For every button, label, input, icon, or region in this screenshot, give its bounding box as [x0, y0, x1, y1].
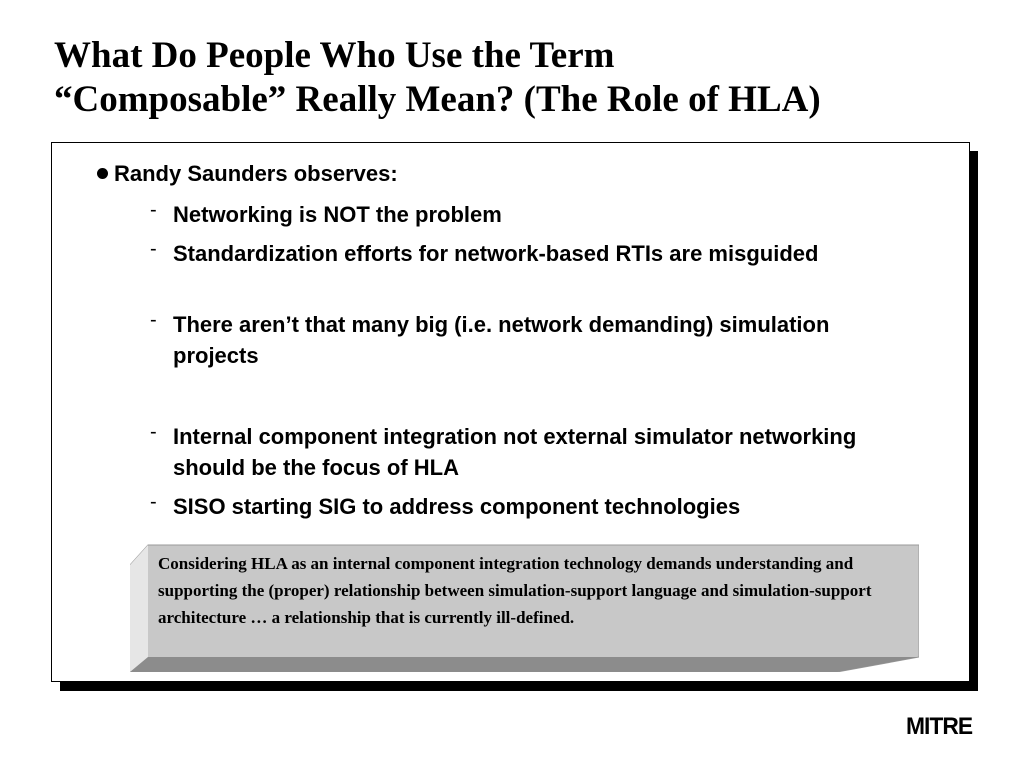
bullet-dot-icon	[97, 168, 108, 179]
sub-bullet-text: Networking is NOT the problem	[173, 202, 502, 227]
dash-icon: -	[150, 199, 157, 221]
sub-bullet	[150, 491, 910, 522]
callout-text: Considering HLA as an internal component integration technology demands understanding and supporting the (proper) relationship between simulation-support language and simulation-support architecture … a relationship that is currently ill-defined.	[158, 554, 872, 627]
sub-bullet	[150, 421, 910, 483]
slide-title-line-2: “Composable” Really Mean? (The Role of HLA)	[54, 79, 821, 120]
dash-icon: -	[150, 491, 157, 513]
slide-title	[54, 34, 994, 122]
sub-bullet-text: Standardization efforts for network-based RTIs are misguided	[173, 241, 819, 266]
slide-title-line-1: What Do People Who Use the Term	[54, 35, 615, 76]
sub-bullet	[150, 238, 910, 269]
sub-bullet-text: There aren’t that many big (i.e. network demanding) simulation projects	[173, 312, 830, 368]
sub-bullet	[150, 199, 910, 230]
sub-bullet	[150, 309, 910, 371]
main-bullet	[97, 159, 398, 189]
dash-icon: -	[150, 309, 157, 331]
dash-icon: -	[150, 421, 157, 443]
mitre-logo: MITRE	[906, 713, 973, 740]
dash-icon: -	[150, 238, 157, 260]
sub-bullet-text: Internal component integration not external simulator networking should be the focus of HLA	[173, 424, 857, 480]
main-bullet-text: Randy Saunders observes:	[114, 161, 398, 186]
sub-bullet-text: SISO starting SIG to address component technologies	[173, 494, 741, 519]
